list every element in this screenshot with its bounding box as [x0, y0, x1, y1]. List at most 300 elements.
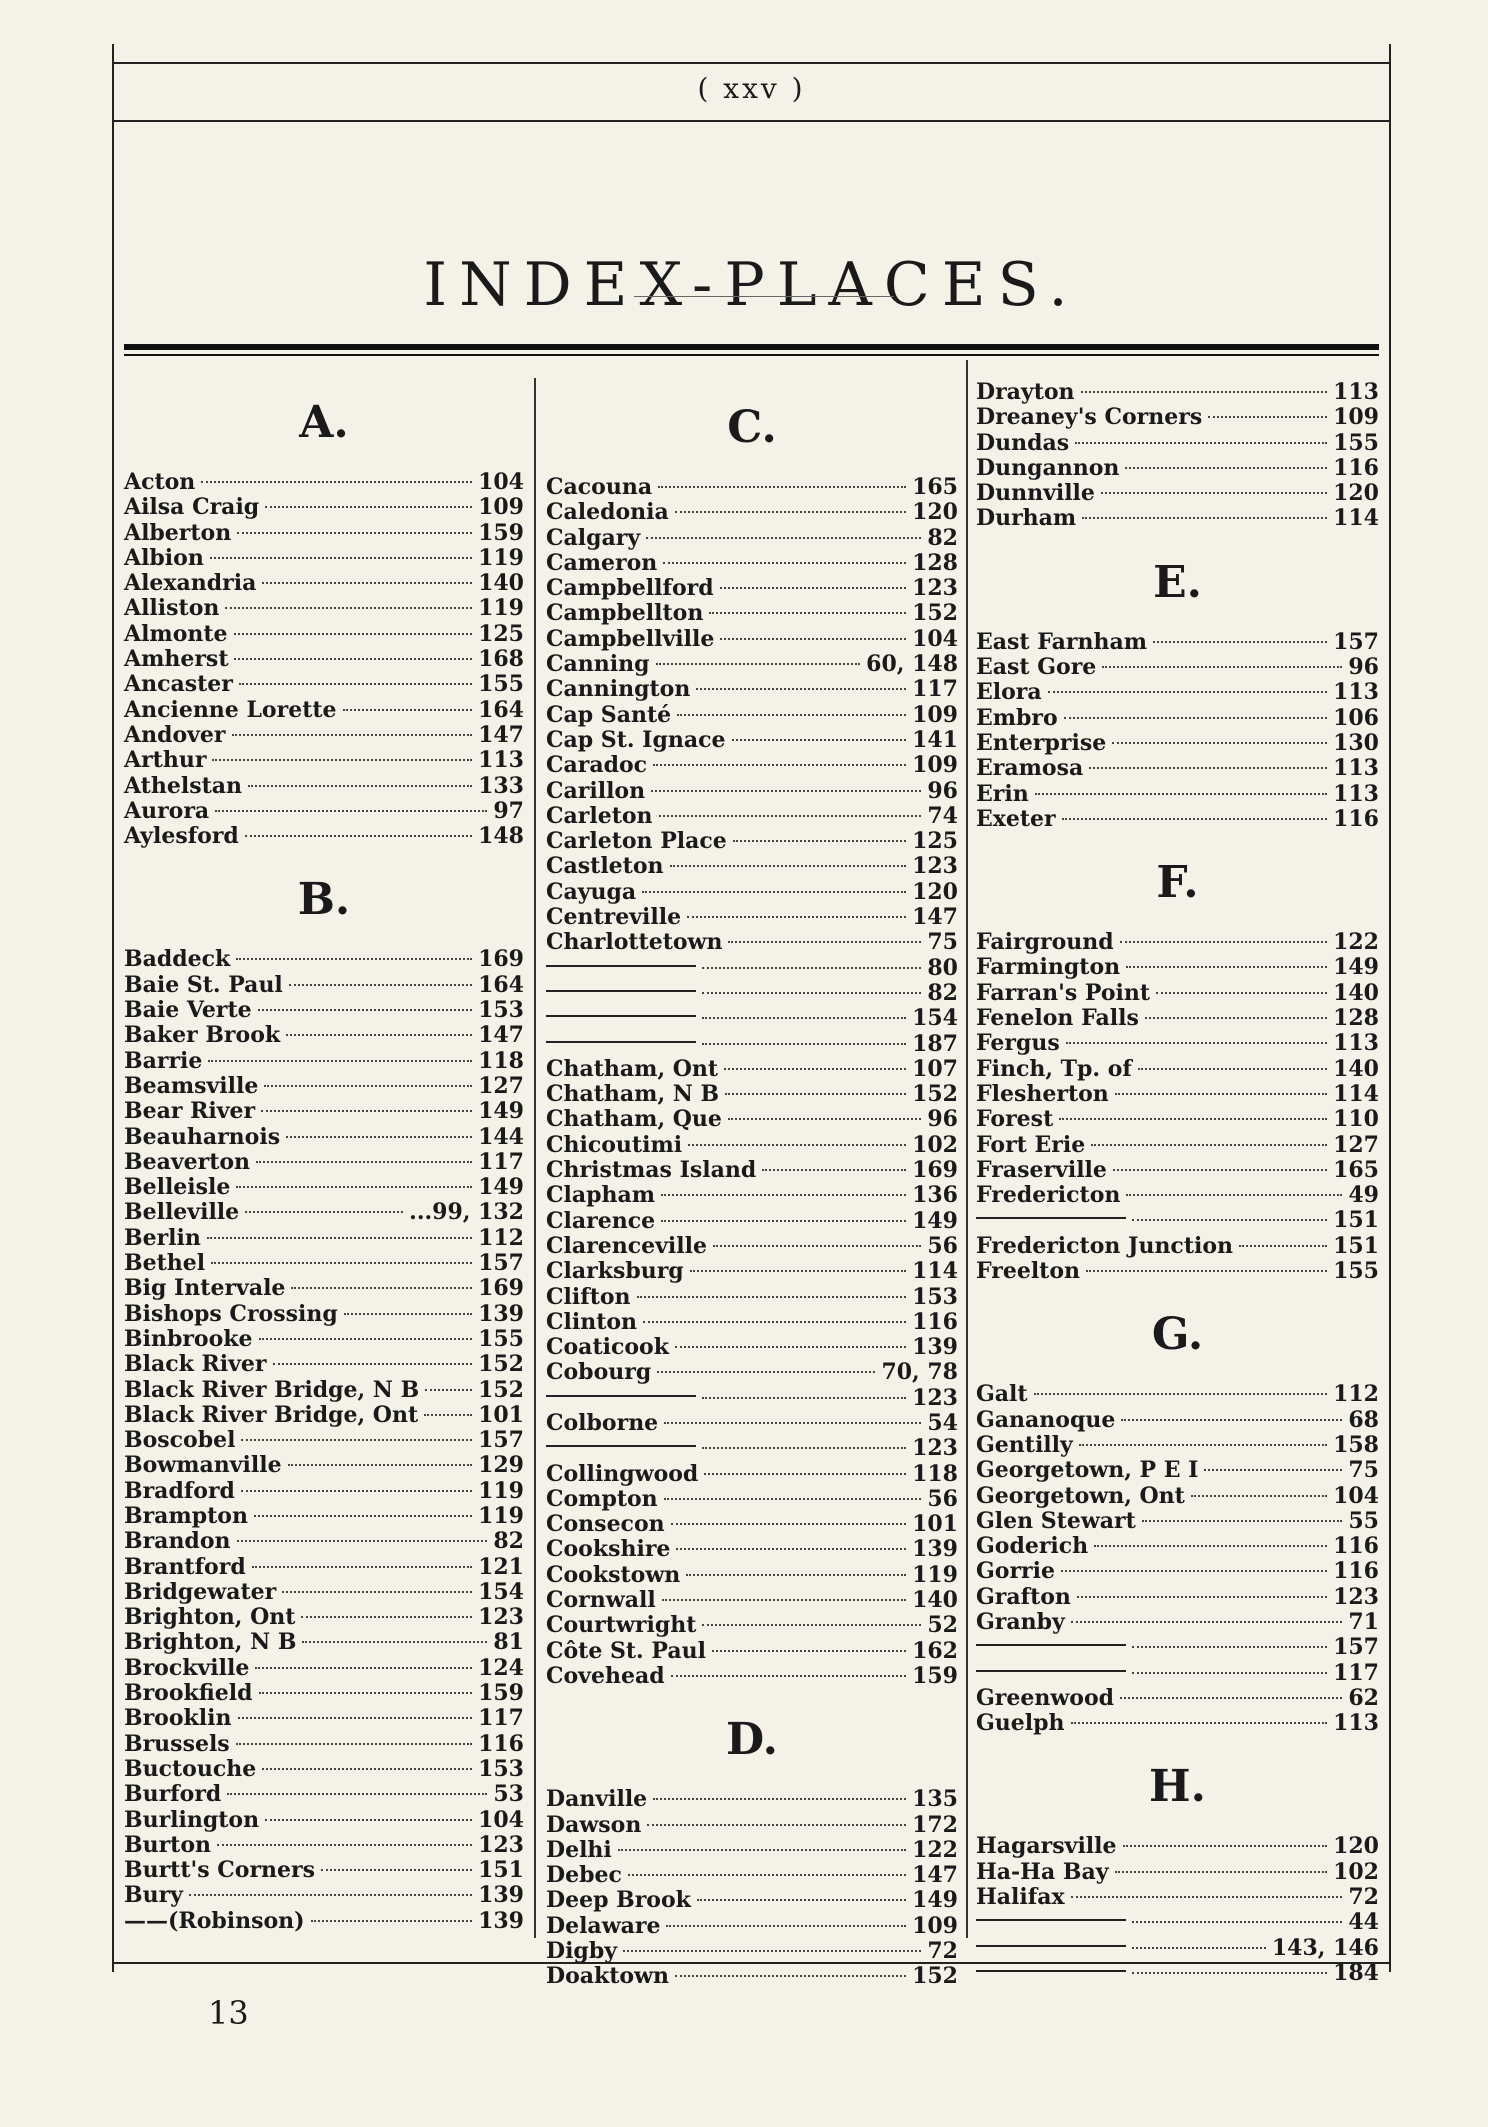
place-name: Farmington: [976, 954, 1121, 981]
leader-dots: [273, 1363, 473, 1365]
place-name: Binbrooke: [124, 1325, 253, 1352]
index-entry: [976, 1484, 1379, 1509]
place-name: Danville: [546, 1786, 648, 1813]
page-ref: 184: [1333, 1959, 1379, 1986]
index-entry: [976, 1183, 1379, 1208]
place-name: Coaticook: [546, 1334, 669, 1361]
index-entry: [546, 1285, 958, 1310]
leader-dots: [1077, 1596, 1327, 1598]
index-entry: [546, 1310, 958, 1335]
index-entry: [124, 774, 524, 799]
page-ref: 110: [1333, 1106, 1379, 1133]
leader-dots: [236, 1186, 472, 1188]
leader-dots: [651, 790, 921, 792]
place-name: Dungannon: [976, 454, 1120, 481]
index-entry: [546, 1032, 958, 1057]
leader-dots: [1059, 1118, 1327, 1120]
leader-dots: [254, 1515, 472, 1517]
index-entry: [546, 930, 958, 955]
place-name: Hagarsville: [976, 1833, 1117, 1860]
page-ref: 168: [478, 646, 524, 673]
place-name: Aylesford: [124, 823, 239, 850]
leader-dots: [661, 1220, 906, 1222]
place-name: Dawson: [546, 1811, 642, 1838]
place-name: Chatham, Que: [546, 1106, 722, 1133]
page-ref: 116: [1333, 454, 1379, 481]
leader-dots: [256, 1161, 472, 1163]
page-ref: 113: [1333, 780, 1379, 807]
page-ref: 159: [478, 1680, 524, 1707]
ditto-dash: [546, 1445, 696, 1447]
ditto-dash: [976, 1970, 1126, 1972]
index-entry: [124, 799, 524, 824]
leader-dots: [1204, 1469, 1342, 1471]
place-name: Cobourg: [546, 1359, 652, 1386]
index-entry: [546, 1563, 958, 1588]
leader-dots: [255, 1667, 472, 1669]
folio-number: ( xxv ): [697, 72, 806, 105]
page-ref: 155: [1333, 429, 1379, 456]
page-ref: 139: [912, 1536, 958, 1563]
place-name: Debec: [546, 1862, 622, 1889]
leader-dots: [262, 582, 472, 584]
leader-dots: [662, 1599, 906, 1601]
leader-dots: [709, 612, 906, 614]
place-name: Gananoque: [976, 1406, 1116, 1433]
index-entry: [124, 1504, 524, 1529]
page-ref: 152: [478, 1351, 524, 1378]
index-entry: [976, 782, 1379, 807]
page-ref: 157: [478, 1250, 524, 1277]
index-entry: [546, 1964, 958, 1989]
leader-dots: [1064, 717, 1327, 719]
index-entry: [546, 1787, 958, 1812]
index-entry: [124, 1529, 524, 1554]
leader-dots: [1138, 1068, 1327, 1070]
place-name: Campbellton: [546, 600, 704, 627]
index-entry: [546, 475, 958, 500]
leader-dots: [321, 1869, 472, 1871]
index-entry: [976, 1885, 1379, 1910]
place-name: Fergus: [976, 1030, 1060, 1057]
page-ref: 72: [927, 1938, 958, 1965]
place-name: Forest: [976, 1106, 1054, 1133]
place-name: Campbellford: [546, 575, 714, 602]
ditto-dash: [976, 1919, 1126, 1921]
place-name: Brooklin: [124, 1705, 232, 1732]
page-ref: 116: [912, 1308, 958, 1335]
leader-dots: [728, 1118, 921, 1120]
page-ref: 54: [927, 1409, 958, 1436]
index-entry: [976, 1711, 1379, 1736]
page-ref: 107: [912, 1055, 958, 1082]
index-entry: [976, 1133, 1379, 1158]
place-name: Acton: [124, 469, 196, 495]
page-ref: 68: [1348, 1406, 1379, 1433]
leader-dots: [1115, 1871, 1328, 1873]
place-name: Fraserville: [976, 1156, 1107, 1183]
page-ref: 117: [478, 1148, 524, 1175]
page-ref: 157: [1333, 1634, 1379, 1661]
page-ref: 130: [1333, 729, 1379, 756]
page-ref: 109: [912, 752, 958, 779]
place-name: Drayton: [976, 379, 1075, 405]
leader-dots: [702, 1624, 921, 1626]
index-entry: [546, 1813, 958, 1838]
page-ref: 153: [912, 1283, 958, 1310]
leader-dots: [671, 1523, 906, 1525]
page-ref: 104: [478, 469, 524, 495]
index-entry: [124, 748, 524, 773]
place-name: Beaverton: [124, 1148, 251, 1175]
index-entry: [124, 1808, 524, 1833]
place-name: Clapham: [546, 1182, 656, 1209]
page-ref: 117: [478, 1705, 524, 1732]
place-name: Bradford: [124, 1477, 235, 1504]
place-name: Fredericton: [976, 1182, 1121, 1209]
index-entry: [546, 854, 958, 879]
place-name: Clinton: [546, 1308, 638, 1335]
index-column-3: [976, 380, 1379, 1986]
place-name: Consecon: [546, 1511, 665, 1538]
title-underline: [634, 296, 894, 297]
leader-dots: [686, 1574, 906, 1576]
index-entry: [976, 1382, 1379, 1407]
leader-dots: [676, 1548, 906, 1550]
index-entry: [124, 1276, 524, 1301]
place-name: Centreville: [546, 904, 682, 931]
leader-dots: [1126, 966, 1327, 968]
index-entry: [976, 481, 1379, 506]
index-entry: [546, 500, 958, 525]
leader-dots: [1156, 992, 1327, 994]
leader-dots: [1089, 767, 1327, 769]
page-ref: 70, 78: [881, 1359, 958, 1386]
page-ref: 127: [478, 1072, 524, 1099]
leader-dots: [1132, 1947, 1266, 1949]
leader-dots: [239, 683, 472, 685]
index-entry: [124, 1403, 524, 1428]
page-ref: 124: [478, 1654, 524, 1681]
place-name: Baie Verte: [124, 997, 252, 1024]
place-name: Exeter: [976, 805, 1056, 832]
place-name: Athelstan: [124, 772, 242, 799]
page-ref: 112: [478, 1224, 524, 1251]
leader-dots: [425, 1389, 472, 1391]
index-entry: [124, 1782, 524, 1807]
index-entry: [546, 627, 958, 652]
page-ref: 155: [478, 1325, 524, 1352]
page-ref: 123: [912, 1435, 958, 1462]
index-entry: [124, 1605, 524, 1630]
leader-dots: [252, 1566, 472, 1568]
page-ref: 139: [478, 1882, 524, 1909]
page-ref: ...99, 132: [409, 1199, 524, 1226]
place-name: Goderich: [976, 1533, 1089, 1560]
place-name: Courtwright: [546, 1612, 697, 1639]
leader-dots: [259, 1692, 473, 1694]
section-letter: A.: [299, 397, 349, 448]
index-entry: [124, 1453, 524, 1478]
leader-dots: [1071, 1896, 1343, 1898]
index-entry: [124, 495, 524, 520]
leader-dots: [1132, 1672, 1327, 1674]
index-entry: [546, 1664, 958, 1689]
leader-dots: [286, 1034, 472, 1036]
page-ref: 123: [1333, 1583, 1379, 1610]
leader-dots: [1066, 1042, 1327, 1044]
page-ref: 109: [912, 1912, 958, 1939]
leader-dots: [241, 1490, 472, 1492]
page-ref: 118: [912, 1460, 958, 1487]
index-entry: [976, 655, 1379, 680]
index-entry: [124, 672, 524, 697]
place-name: Deep Brook: [546, 1887, 691, 1914]
page-ref: 75: [1348, 1457, 1379, 1484]
page-ref: 157: [1333, 628, 1379, 655]
page-ref: 114: [1333, 505, 1379, 532]
page-ref: 125: [912, 828, 958, 855]
thick-divider: [124, 344, 1379, 356]
page-ref: 149: [912, 1887, 958, 1914]
place-name: Compton: [546, 1485, 658, 1512]
index-entry: [976, 807, 1379, 832]
place-name: Granby: [976, 1608, 1065, 1635]
index-entry: [546, 677, 958, 702]
index-entry: [546, 1234, 958, 1259]
place-name: Fredericton Junction: [976, 1232, 1234, 1259]
index-entry: [976, 680, 1379, 705]
leader-dots: [697, 1899, 906, 1901]
page-ref: 113: [1333, 1710, 1379, 1737]
page-ref: 120: [1333, 480, 1379, 507]
leader-dots: [210, 557, 472, 559]
page-ref: 119: [478, 595, 524, 622]
section-letter: B.: [297, 874, 351, 926]
place-name: Cayuga: [546, 878, 637, 905]
index-entry: [546, 1209, 958, 1234]
leader-dots: [762, 1169, 906, 1171]
place-name: Eramosa: [976, 755, 1084, 782]
ditto-dash: [546, 1041, 696, 1043]
place-name: Bury: [124, 1882, 183, 1909]
index-entry: [124, 622, 524, 647]
page-ref: 153: [478, 1755, 524, 1782]
leader-dots: [1101, 492, 1327, 494]
page-ref: 56: [927, 1232, 958, 1259]
page-ref: 133: [478, 772, 524, 799]
page-ref: 122: [912, 1836, 958, 1863]
section-letter: D.: [726, 1714, 778, 1766]
page-ref: 152: [912, 1081, 958, 1108]
place-name: Cannington: [546, 676, 691, 703]
leader-dots: [637, 1296, 907, 1298]
page-ref: 128: [912, 549, 958, 576]
leader-dots: [702, 992, 921, 994]
place-name: Big Intervale: [124, 1275, 286, 1302]
leader-dots: [687, 916, 906, 918]
leader-dots: [646, 537, 921, 539]
index-entry: [976, 955, 1379, 980]
place-name: Carleton Place: [546, 828, 727, 855]
place-name: Calgary: [546, 524, 641, 551]
leader-dots: [301, 1616, 472, 1618]
ditto-dash: [546, 965, 696, 967]
leader-dots: [643, 1321, 906, 1323]
page-ref: 169: [478, 946, 524, 973]
leader-dots: [702, 1043, 906, 1045]
page-ref: 164: [478, 696, 524, 723]
leader-dots: [291, 1287, 472, 1289]
place-name: Belleville: [124, 1199, 240, 1226]
leader-dots: [1132, 1972, 1327, 1974]
index-entry: [124, 1125, 524, 1150]
place-name: Andover: [124, 721, 226, 748]
index-entry: [976, 1559, 1379, 1584]
place-name: Covehead: [546, 1662, 665, 1689]
index-entry: [976, 431, 1379, 456]
page-ref: 82: [493, 1528, 524, 1555]
place-name: Caledonia: [546, 499, 669, 526]
page-ref: 118: [478, 1047, 524, 1074]
leader-dots: [664, 1422, 921, 1424]
index-entry: [124, 824, 524, 849]
page-ref: 102: [912, 1131, 958, 1158]
leader-dots: [702, 1447, 906, 1449]
ditto-dash: [976, 1670, 1126, 1672]
index-entry: [546, 1888, 958, 1913]
index-entry: [546, 1335, 958, 1360]
leader-dots: [670, 865, 907, 867]
page-ref: 62: [1348, 1684, 1379, 1711]
index-entry: [124, 947, 524, 972]
index-entry: [976, 1158, 1379, 1183]
leader-dots: [1132, 1646, 1327, 1648]
index-entry: [546, 1462, 958, 1487]
index-entry: [976, 1433, 1379, 1458]
place-name: Alliston: [124, 595, 220, 622]
page-ref: 140: [1333, 979, 1379, 1006]
top-rule: [114, 62, 1389, 64]
index-entry: [546, 1613, 958, 1638]
index-entry: [976, 1408, 1379, 1433]
ditto-dash: [546, 1395, 696, 1397]
index-entry: [546, 1057, 958, 1082]
section-letter: E.: [1153, 556, 1202, 608]
page-ref: 123: [478, 1831, 524, 1858]
place-name: Black River Bridge, N B: [124, 1376, 420, 1403]
index-entry: [546, 652, 958, 677]
place-name: Baie St. Paul: [124, 971, 283, 998]
leader-dots: [259, 1338, 473, 1340]
place-name: Bethel: [124, 1250, 206, 1277]
section-letter: G.: [1151, 1309, 1204, 1361]
index-entry: [546, 576, 958, 601]
index-entry: [976, 1082, 1379, 1107]
index-column-1: [124, 394, 524, 1934]
place-name: Ancaster: [124, 671, 233, 698]
place-name: Beauharnois: [124, 1123, 281, 1150]
place-name: Cookstown: [546, 1561, 681, 1588]
page-ref: 113: [1333, 1030, 1379, 1057]
index-entry: [124, 1428, 524, 1453]
index-entry: [124, 698, 524, 723]
index-entry: [546, 1863, 958, 1888]
leader-dots: [1120, 941, 1327, 943]
place-name: Aurora: [124, 797, 210, 824]
page-ref: 120: [1333, 1833, 1379, 1860]
leader-dots: [258, 1009, 472, 1011]
section-letter: F.: [1156, 857, 1199, 909]
leader-dots: [1145, 1017, 1327, 1019]
header-rule: [114, 120, 1389, 122]
leader-dots: [642, 891, 906, 893]
place-name: Cornwall: [546, 1587, 656, 1614]
leader-dots: [1120, 1697, 1342, 1699]
index-entry: [546, 1411, 958, 1436]
index-entry: [124, 1302, 524, 1327]
place-name: Canning: [546, 651, 650, 678]
page-ref: 104: [912, 625, 958, 652]
place-name: Delhi: [546, 1836, 612, 1863]
leader-dots: [733, 840, 906, 842]
place-name: Boscobel: [124, 1427, 236, 1454]
leader-dots: [217, 1844, 472, 1846]
page-ref: 140: [478, 570, 524, 597]
index-entry: [124, 1049, 524, 1074]
place-name: Erin: [976, 780, 1029, 807]
page-ref: 155: [1333, 1258, 1379, 1285]
place-name: Guelph: [976, 1710, 1065, 1737]
leader-dots: [656, 663, 861, 665]
index-entry: [546, 1006, 958, 1031]
index-entry: [976, 1910, 1379, 1935]
index-entry: [546, 1133, 958, 1158]
page-ref: 104: [478, 1806, 524, 1833]
place-name: Collingwood: [546, 1460, 699, 1487]
leader-dots: [1132, 1219, 1327, 1221]
index-entry: [546, 829, 958, 854]
index-entry: [546, 804, 958, 829]
ditto-dash: [976, 1644, 1126, 1646]
page-ref: 151: [478, 1857, 524, 1884]
leader-dots: [1048, 691, 1327, 693]
place-name: Digby: [546, 1938, 617, 1965]
index-entry: [976, 1936, 1379, 1961]
place-name: Brighton, N B: [124, 1629, 297, 1656]
page-ref: 129: [478, 1452, 524, 1479]
index-entry: [124, 1251, 524, 1276]
index-entry: [546, 1158, 958, 1183]
index-entry: [546, 703, 958, 728]
page-ref: 152: [478, 1376, 524, 1403]
page-ref: 96: [1348, 654, 1379, 681]
leader-dots: [732, 739, 907, 741]
index-entry: [546, 728, 958, 753]
index-entry: [124, 596, 524, 621]
leader-dots: [704, 1473, 906, 1475]
leader-dots: [657, 1371, 875, 1373]
place-name: Clarenceville: [546, 1232, 707, 1259]
index-entry: [546, 1259, 958, 1284]
leader-dots: [1132, 1921, 1342, 1923]
leader-dots: [262, 1768, 472, 1770]
index-entry: [124, 647, 524, 672]
index-entry: [124, 1023, 524, 1048]
leader-dots: [675, 1346, 906, 1348]
place-name: Durham: [976, 505, 1077, 532]
leader-dots: [618, 1849, 906, 1851]
